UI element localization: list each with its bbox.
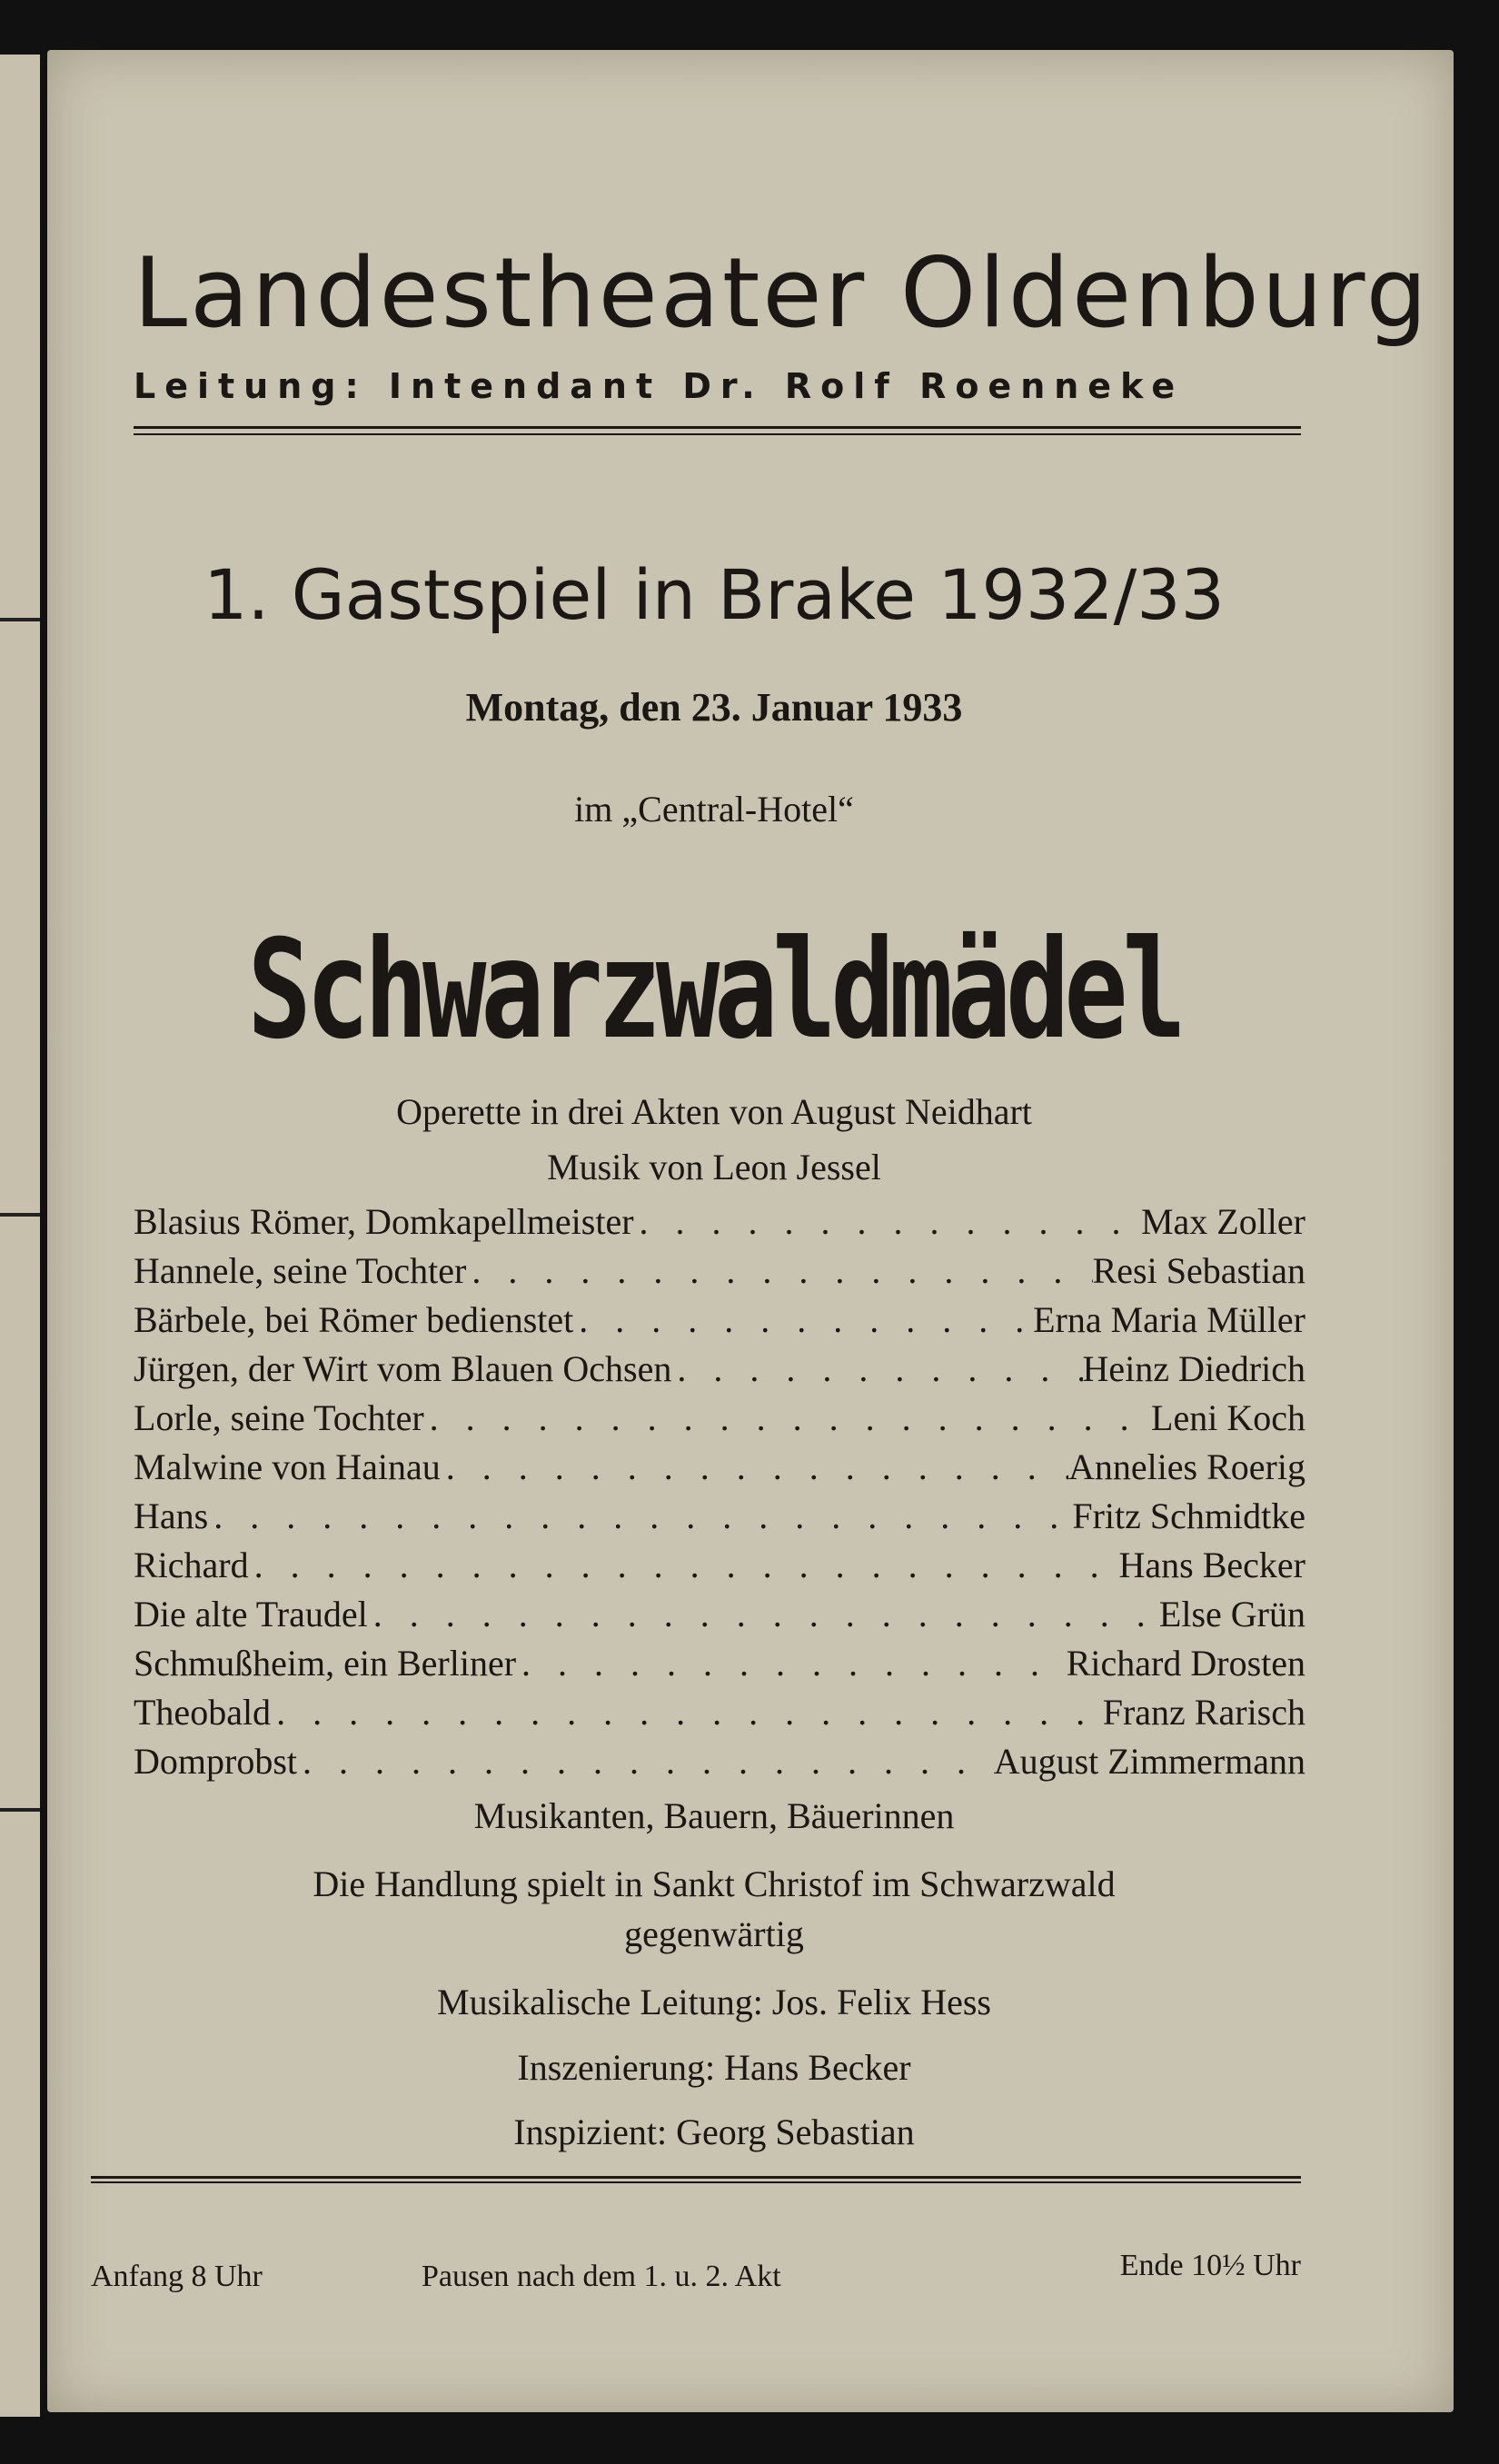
work-title: Schwarzwaldmädel <box>247 911 1181 1069</box>
direction-line: Leitung: Intendant Dr. Rolf Roenneke <box>134 366 1185 406</box>
footer-rule <box>91 2176 1301 2179</box>
cast-role: Jürgen, der Wirt vom Blauen Ochsen <box>134 1348 672 1389</box>
work-subtitle: Operette in drei Akten von August Neidhart <box>396 1091 1032 1132</box>
staging-credit: Inszenierung: Hans Becker <box>517 2047 911 2088</box>
cast-row <box>134 1248 1305 1294</box>
divider <box>0 1213 40 1217</box>
cast-row <box>134 1690 1305 1735</box>
cast-actor: August Zimmermann <box>993 1741 1305 1782</box>
theatre-name: Landestheater Oldenburg <box>134 237 1430 349</box>
stage-manager-credit: Inspizient: Georg Sebastian <box>513 2111 915 2152</box>
cast-row <box>134 1739 1305 1784</box>
cast-role: Die alte Traudel <box>134 1594 368 1634</box>
cast-role: Lorle, seine Tochter <box>134 1397 424 1438</box>
setting-line: Die Handlung spielt in Sankt Christof im Schwarzwald <box>313 1863 1116 1904</box>
composer-line: Musik von Leon Jessel <box>547 1147 881 1187</box>
cast-actor: Fritz Schmidtke <box>1072 1495 1305 1536</box>
musical-direction: Musikalische Leitung: Jos. Felix Hess <box>437 1982 991 2022</box>
cast-row <box>134 1346 1305 1392</box>
cast-actor: Richard Drosten <box>1066 1643 1305 1684</box>
cast-actor: Erna Maria Müller <box>1033 1299 1305 1340</box>
cast-role: Richard <box>134 1545 249 1585</box>
cast-role: Hannele, seine Tochter <box>134 1250 467 1291</box>
guest-performance-heading: 1. Gastspiel in Brake 1932/33 <box>204 554 1225 635</box>
cast-role: Bärbele, bei Römer bedienstet <box>134 1299 574 1340</box>
cast-actor: Leni Koch <box>1151 1397 1305 1438</box>
venue: im „Central-Hotel“ <box>574 789 854 830</box>
cast-role: Malwine von Hainau <box>134 1446 441 1487</box>
cast-row <box>134 1396 1305 1441</box>
cast-role: Hans <box>134 1495 209 1536</box>
cast-role: Domprobst <box>134 1741 297 1782</box>
cast-row <box>134 1199 1305 1245</box>
program-page <box>47 50 1454 2412</box>
start-time: Anfang 8 Uhr <box>91 2260 263 2293</box>
cast-actor: Annelies Roerig <box>1067 1446 1305 1487</box>
cast-role: Theobald <box>134 1692 272 1733</box>
extras-line: Musikanten, Bauern, Bäuerinnen <box>473 1795 955 1836</box>
cast-actor: Max Zoller <box>1140 1201 1305 1242</box>
cast-row <box>134 1297 1305 1343</box>
cast-actor: Hans Becker <box>1118 1545 1305 1585</box>
header-rule-bottom <box>134 433 1301 435</box>
cast-actor: Heinz Diedrich <box>1082 1348 1305 1389</box>
end-time: Ende 10½ Uhr <box>1119 2249 1301 2282</box>
intermissions: Pausen nach dem 1. u. 2. Akt <box>422 2260 781 2293</box>
header-rule-top <box>134 426 1301 429</box>
cast-row <box>134 1592 1305 1637</box>
cast-row <box>134 1445 1305 1490</box>
cast-actor: Resi Sebastian <box>1092 1250 1305 1291</box>
cast-row <box>134 1543 1305 1588</box>
performance-date: Montag, den 23. Januar 1933 <box>465 685 963 730</box>
setting-time: gegenwärtig <box>624 1913 804 1954</box>
footer-rule <box>91 2181 1301 2183</box>
cast-row <box>134 1494 1305 1539</box>
cast-role: Blasius Römer, Domkapellmeister <box>134 1201 634 1242</box>
cast-actor: Franz Rarisch <box>1102 1692 1305 1733</box>
cast-row <box>134 1641 1305 1686</box>
cast-actor: Else Grün <box>1158 1594 1305 1634</box>
cast-role: Schmußheim, ein Berliner <box>134 1643 517 1684</box>
